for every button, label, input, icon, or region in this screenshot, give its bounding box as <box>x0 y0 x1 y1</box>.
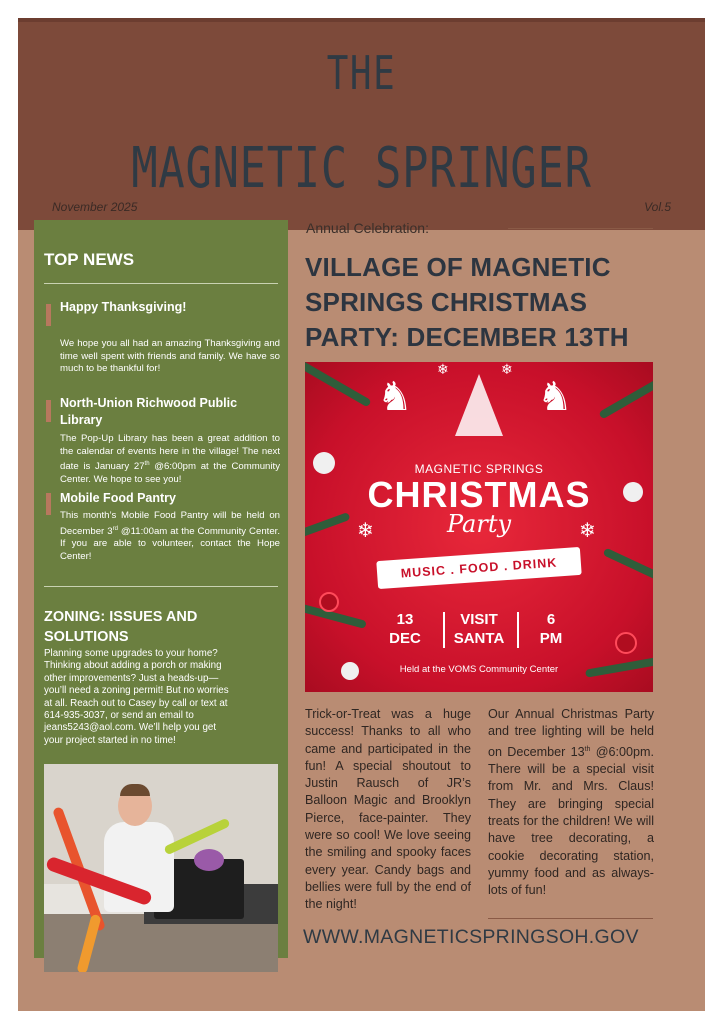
news-item-text <box>60 510 280 564</box>
ordinal-suffix: rd <box>112 525 118 532</box>
poster-script: Party <box>446 510 512 538</box>
poster-date <box>365 610 445 648</box>
poster-title: CHRISTMAS <box>367 474 591 515</box>
news-item-text: We hope you all had an amazing Thanksgiving and time well spent with friends and family. We have so much to be thankful for! <box>60 338 280 375</box>
pine-branch <box>598 373 653 420</box>
news-item-text-part: The Pop-Up Library has been a great addition to the calendar of events here in the village! The next date is January 27 <box>60 433 280 473</box>
ornament <box>319 592 339 612</box>
news-item-title: Mobile Food Pantry <box>60 491 176 505</box>
poster-santa <box>439 610 519 648</box>
zoning-text: Planning some upgrades to your home? Thinking about adding a porch or making other improvements? Just a heads-up—you’ll need a zoning permit! But no worries at all. Reach out to Casey by call or text at 614-935-3037, or send an email to jeans5243@aol.com. We’ll help you get your project started in no time! <box>44 648 229 746</box>
poster-footer <box>305 664 653 676</box>
sidebar-divider <box>44 283 278 284</box>
poster-santa-line1: VISIT <box>460 611 498 628</box>
reindeer-icon: ♞ <box>377 374 413 420</box>
newsletter-title: MAGNETIC SPRINGER <box>131 136 592 201</box>
masthead-top-border <box>18 18 705 22</box>
pine-branch <box>603 548 653 585</box>
purple-balloons <box>194 849 224 871</box>
news-item-accent <box>46 304 51 326</box>
reindeer-icon: ♞ <box>537 374 573 420</box>
ordinal-suffix: th <box>144 461 150 468</box>
snowflake-icon: ❄ <box>357 518 374 542</box>
issue-volume: Vol.5 <box>644 200 671 214</box>
news-item-title: Happy Thanksgiving! <box>60 300 187 314</box>
poster-time-hour: 6 <box>546 611 556 628</box>
article-headline: VILLAGE OF MAGNETIC SPRINGS CHRISTMAS PARTY: DECEMBER 13TH <box>305 252 629 352</box>
pine-branch <box>305 362 372 407</box>
masthead <box>18 18 705 230</box>
christmas-party-poster <box>305 362 653 692</box>
zoning-heading: ZONING: ISSUES AND SOLUTIONS <box>44 609 198 645</box>
article-column-christmas-party <box>488 706 654 899</box>
poster-subtitle: MAGNETIC SPRINGS <box>414 462 544 476</box>
article-column-trick-or-treat: Trick-or-Treat was a huge success! Thanks to all who came and participated in the fun! A special shoutout to Justin Rausch of JR’s Balloon Magic and Brooklyn Pierce, face-painter. They were so cool! We love seeing the smiling and spooky faces every year. Candy bags and bellies were full by the end of the night! <box>305 707 471 912</box>
news-item-accent <box>46 400 51 422</box>
poster-ribbon: MUSIC . FOOD . DRINK <box>376 547 581 589</box>
column-divider <box>488 918 653 919</box>
poster-time <box>511 610 591 648</box>
sidebar-divider <box>44 586 278 587</box>
article-text-part: Our Annual Christmas Party and tree lighting will be held on December 13 <box>488 707 654 759</box>
balloon-artist-photo <box>44 764 278 972</box>
ornament <box>615 632 637 654</box>
top-news-sidebar <box>34 220 288 958</box>
issue-date: November 2025 <box>52 200 138 214</box>
title-line-1: THE <box>326 46 397 100</box>
photo-person-hair <box>120 784 150 796</box>
poster-footer-text: Held at the VOMS Community Center <box>399 664 559 675</box>
snowflake-icon: ❄ <box>437 362 449 378</box>
news-item-text <box>60 433 280 487</box>
article-kicker: Annual Celebration: <box>306 220 429 236</box>
ordinal-suffix: th <box>584 745 591 753</box>
top-news-heading: TOP NEWS <box>44 250 135 269</box>
poster-date-day: 13 <box>396 611 414 628</box>
poster-date-month: DEC <box>389 630 421 647</box>
article-text-part: @6:00pm. There will be a special visit from Mr. and Mrs. Claus! They are bringing special treats for the children! We will have tree decorating, a cookie decorating station, yummy food and as always-lots of fun! <box>488 744 654 898</box>
news-item-title: North-Union Richwood Public Library <box>60 396 238 427</box>
kicker-divider <box>508 228 653 229</box>
poster-time-ampm: PM <box>539 630 563 647</box>
christmas-tree-icon <box>455 374 503 436</box>
news-item-accent <box>46 493 51 515</box>
snowflake-icon: ❄ <box>579 518 596 542</box>
snowflake-icon: ❄ <box>501 362 513 378</box>
news-item-text-part: @11:00am at the Community Center. If you are able to volunteer, contact the Hope Center! <box>60 525 280 562</box>
website-url[interactable]: WWW.MAGNETICSPRINGSOH.GOV <box>303 926 639 948</box>
news-item-text-part: This month’s Mobile Food Pantry will be held on December 3 <box>60 510 280 537</box>
poster-santa-line2: SANTA <box>453 630 505 647</box>
news-item-text-part: @6:00pm at the Community Center. We hope to see you! <box>60 461 280 485</box>
